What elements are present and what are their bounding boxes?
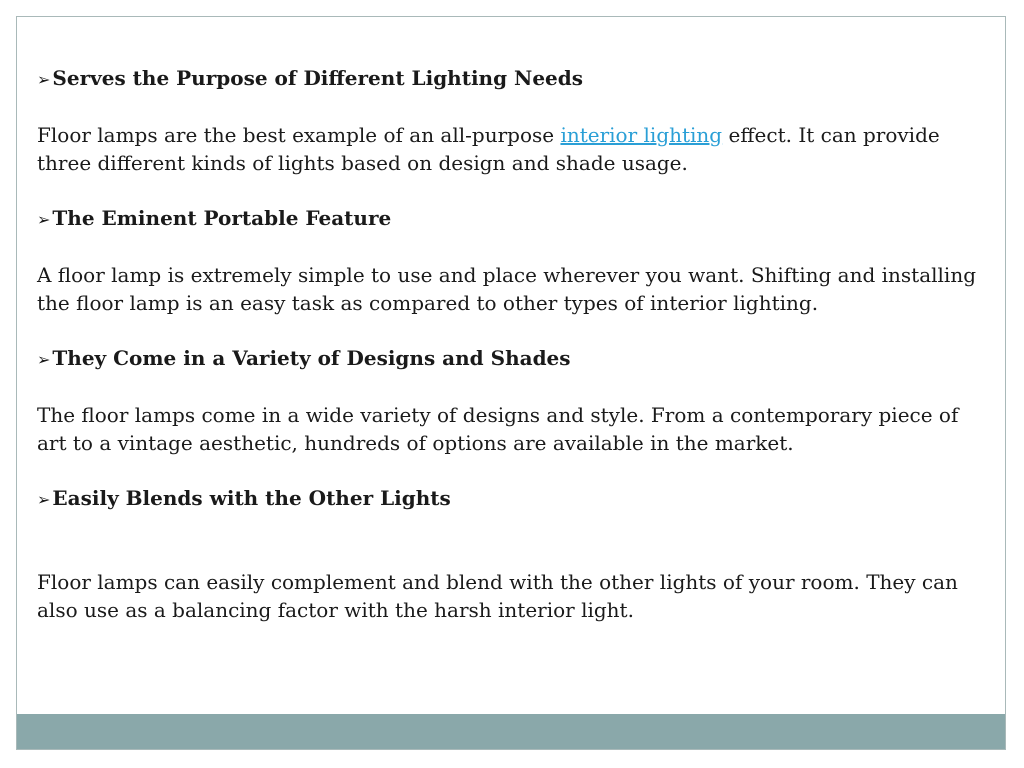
heading-text: The Eminent Portable Feature [52,206,392,230]
slide [16,16,1006,750]
section-heading-blends-lights [37,484,977,514]
arrow-bullet-icon: ➢ [37,70,51,89]
section-body-lighting-needs [37,121,977,177]
body-text: Floor lamps are the best example of an all-purpose [37,123,561,147]
section-body-portable-feature: A floor lamp is extremely simple to use and place wherever you want. Shifting and installing the floor lamp is an easy task as compared to other types of interior lighting. [37,263,977,315]
section-body-blends-lights: Floor lamps can easily complement and blend with the other lights of your room. They can also use as a balancing factor with the harsh interior light. [37,570,958,622]
section-body-variety-designs: The floor lamps come in a wide variety of designs and style. From a contemporary piece of art to a vintage aesthetic, hundreds of options are available in the market. [37,403,959,455]
heading-text: Serves the Purpose of Different Lighting Needs [52,66,584,90]
interior-lighting-link[interactable]: interior lighting [560,123,723,147]
footer-bar [17,714,1005,749]
arrow-bullet-icon: ➢ [37,490,51,509]
body-text: effect. It can provide three different kinds of lights based on design and shade usage. [37,123,940,175]
slide-content [37,64,977,624]
heading-text: They Come in a Variety of Designs and Shades [52,346,571,370]
section-heading-variety-designs [37,344,977,374]
heading-text: Easily Blends with the Other Lights [52,486,451,510]
arrow-bullet-icon: ➢ [37,210,51,229]
section-heading-lighting-needs [37,64,977,94]
section-heading-portable-feature [37,204,977,234]
arrow-bullet-icon: ➢ [37,350,51,369]
